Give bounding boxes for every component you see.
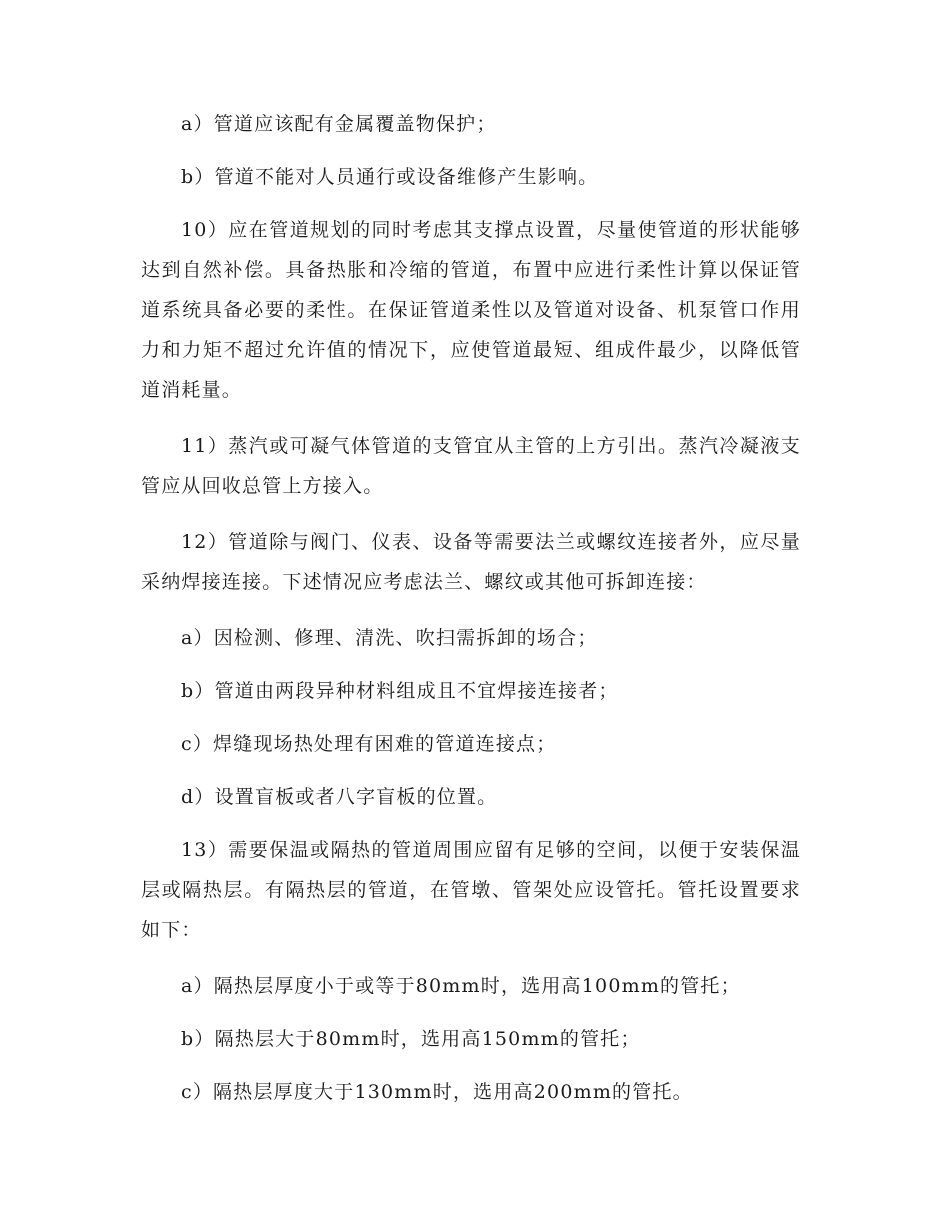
paragraph-clause-10: 10）应在管道规划的同时考虑其支撑点设置，尽量使管道的形状能够达到自然补偿。具备热胀和冷缩的管道，布置中应进行柔性计算以保证管道系统具备必要的柔性。在保证管道柔性以及管道对设备、机泵管口作用力和力矩不超过允许值的情况下，应使管道最短、组成件最少，以降低管道消耗量。 [141, 219, 801, 401]
paragraph-item-d2: d）设置盲板或者八字盲板的位置。 [181, 786, 498, 808]
document-body [141, 104, 801, 1125]
paragraph-item-b1: b）管道不能对人员通行或设备维修产生影响。 [181, 166, 599, 188]
paragraph-item-c2: c）焊缝现场热处理有困难的管道连接点； [181, 733, 557, 755]
paragraph-item-a1: a）管道应该配有金属覆盖物保护； [181, 113, 497, 135]
paragraph-item-c3: c）隔热层厚度大于130mm时，选用高200mm的管托。 [181, 1081, 693, 1103]
paragraph-clause-11: 11）蒸汽或可凝气体管道的支管宜从主管的上方引出。蒸汽冷凝液支管应从回收总管上方接入。 [141, 435, 801, 497]
paragraph-clause-13: 13）需要保温或隔热的管道周围应留有足够的空间，以便于安装保温层或隔热层。有隔热层的管道，在管墩、管架处应设管托。管托设置要求如下： [141, 839, 801, 941]
paragraph-item-b3: b）隔热层大于80mm时，选用高150mm的管托； [181, 1028, 641, 1050]
paragraph-item-a3: a）隔热层厚度小于或等于80mm时，选用高100mm的管托； [181, 975, 741, 997]
paragraph-clause-12: 12）管道除与阀门、仪表、设备等需要法兰或螺纹连接者外，应尽量采纳焊接连接。下述情况应考虑法兰、螺纹或其他可拆卸连接： [141, 531, 801, 593]
paragraph-item-b2: b）管道由两段异种材料组成且不宜焊接连接者； [181, 680, 619, 702]
paragraph-item-a2: a）因检测、修理、清洗、吹扫需拆卸的场合； [181, 627, 598, 649]
